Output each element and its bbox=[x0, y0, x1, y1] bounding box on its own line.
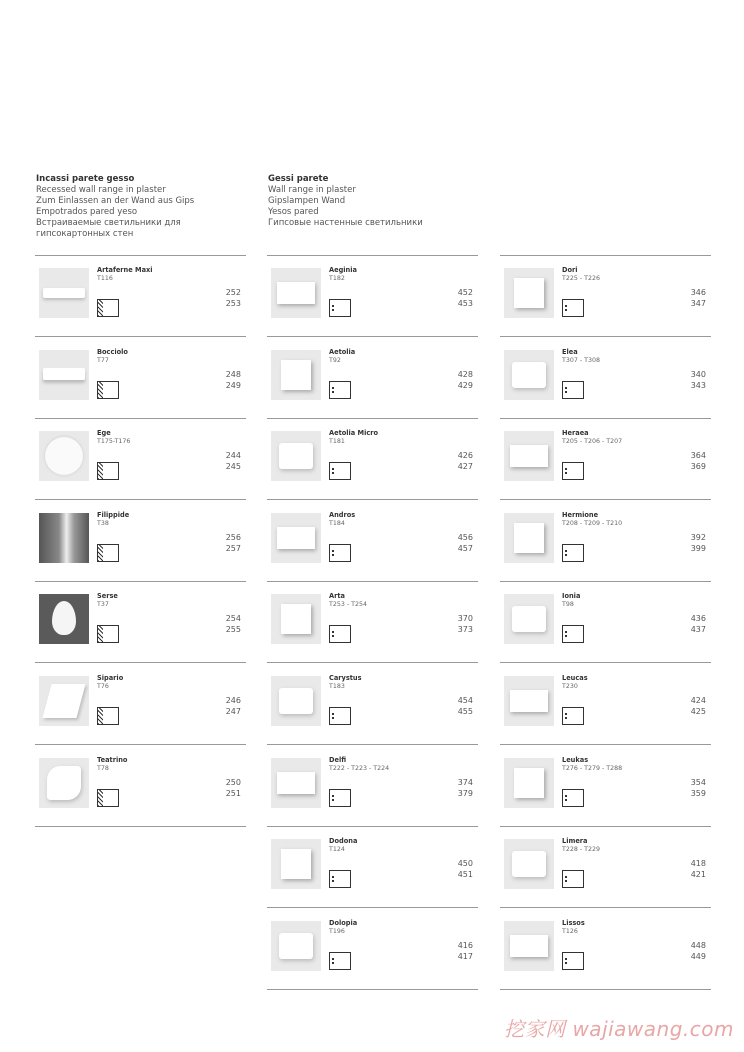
product-item[interactable] bbox=[267, 664, 478, 745]
page-number[interactable]: 373 bbox=[457, 625, 473, 634]
wall-mounted-icon bbox=[562, 381, 584, 399]
product-item[interactable] bbox=[500, 256, 711, 337]
product-code: T182 bbox=[329, 275, 345, 282]
page-number[interactable]: 451 bbox=[457, 870, 473, 879]
row-divider bbox=[267, 662, 478, 663]
product-code: T76 bbox=[97, 683, 109, 690]
page-numbers bbox=[226, 450, 241, 472]
page-numbers bbox=[458, 613, 473, 635]
section-subtitle: Recessed wall range in plaster bbox=[36, 185, 166, 195]
product-item[interactable] bbox=[267, 909, 478, 990]
product-name: Serse bbox=[97, 592, 118, 600]
product-code: T196 bbox=[329, 928, 345, 935]
page-number[interactable]: 354 bbox=[690, 778, 706, 787]
page-number[interactable]: 449 bbox=[690, 952, 706, 961]
product-photo bbox=[39, 758, 89, 808]
section-subtitle: гипсокартонных стен bbox=[36, 229, 134, 239]
product-item[interactable] bbox=[500, 582, 711, 663]
page-numbers bbox=[458, 450, 473, 472]
product-photo bbox=[271, 594, 321, 644]
page-number[interactable]: 437 bbox=[690, 625, 706, 634]
product-photo bbox=[271, 350, 321, 400]
product-code: T37 bbox=[97, 601, 109, 608]
page-numbers bbox=[226, 369, 241, 391]
page-number[interactable]: 426 bbox=[457, 451, 473, 460]
product-name: Aetolia Micro bbox=[329, 429, 379, 437]
product-photo bbox=[504, 676, 554, 726]
page-number[interactable]: 364 bbox=[690, 451, 706, 460]
product-item[interactable] bbox=[267, 419, 478, 500]
page-number[interactable]: 427 bbox=[457, 462, 473, 471]
page-numbers bbox=[458, 532, 473, 554]
product-photo bbox=[39, 431, 89, 481]
page-numbers bbox=[691, 777, 706, 799]
product-code: T126 bbox=[562, 928, 578, 935]
page-number[interactable]: 252 bbox=[225, 288, 241, 297]
row-divider bbox=[267, 744, 478, 745]
wall-recessed-icon bbox=[97, 707, 119, 725]
product-item[interactable] bbox=[35, 582, 246, 663]
wall-mounted-icon bbox=[329, 952, 351, 970]
product-photo bbox=[504, 431, 554, 481]
page-number[interactable]: 251 bbox=[225, 789, 241, 798]
product-code: T208 - T209 - T210 bbox=[562, 520, 623, 527]
product-photo bbox=[271, 268, 321, 318]
row-divider bbox=[35, 826, 246, 827]
product-code: T124 bbox=[329, 846, 345, 853]
product-photo bbox=[271, 431, 321, 481]
row-divider bbox=[35, 744, 246, 745]
page-number[interactable]: 346 bbox=[690, 288, 706, 297]
product-photo bbox=[504, 268, 554, 318]
product-item[interactable] bbox=[35, 746, 246, 827]
product-code: T77 bbox=[97, 357, 109, 364]
page-number[interactable]: 418 bbox=[690, 859, 706, 868]
row-divider bbox=[500, 989, 711, 990]
header-wall bbox=[268, 174, 488, 229]
product-photo bbox=[39, 594, 89, 644]
page-numbers bbox=[458, 369, 473, 391]
header-recessed bbox=[36, 174, 256, 240]
page-numbers bbox=[226, 613, 241, 635]
product-code: T225 - T226 bbox=[562, 275, 601, 282]
wall-mounted-icon bbox=[562, 299, 584, 317]
section-subtitle: Встраиваемые светильники для bbox=[36, 218, 181, 228]
row-divider bbox=[500, 662, 711, 663]
page-number[interactable]: 254 bbox=[225, 614, 241, 623]
section-subtitle: Zum Einlassen an der Wand aus Gips bbox=[36, 196, 195, 206]
page-number[interactable]: 347 bbox=[690, 299, 706, 308]
wall-mounted-icon bbox=[562, 789, 584, 807]
product-item[interactable] bbox=[267, 827, 478, 908]
page-number[interactable]: 417 bbox=[457, 952, 473, 961]
page-number[interactable]: 340 bbox=[690, 370, 706, 379]
page-numbers bbox=[691, 940, 706, 962]
wall-mounted-icon bbox=[329, 870, 351, 888]
section-subtitle: Empotrados pared yeso bbox=[36, 207, 138, 217]
row-divider bbox=[500, 499, 711, 500]
page-number[interactable]: 257 bbox=[225, 544, 241, 553]
page-numbers bbox=[458, 287, 473, 309]
page-number[interactable]: 452 bbox=[457, 288, 473, 297]
page-number[interactable]: 421 bbox=[690, 870, 706, 879]
page-numbers bbox=[691, 287, 706, 309]
product-name: Sipario bbox=[97, 674, 124, 682]
product-name: Delfi bbox=[329, 756, 347, 764]
page-number[interactable]: 246 bbox=[225, 696, 241, 705]
product-code: T228 - T229 bbox=[562, 846, 601, 853]
product-code: T184 bbox=[329, 520, 345, 527]
product-item[interactable] bbox=[500, 338, 711, 419]
page-numbers bbox=[458, 777, 473, 799]
product-photo bbox=[39, 513, 89, 563]
product-code: T38 bbox=[97, 520, 109, 527]
wall-mounted-icon bbox=[562, 544, 584, 562]
product-item[interactable] bbox=[500, 746, 711, 827]
watermark: 挖家网 wajiawang.com bbox=[504, 1017, 734, 1041]
wall-mounted-icon bbox=[329, 789, 351, 807]
product-photo bbox=[39, 676, 89, 726]
product-name: Artaferne Maxi bbox=[97, 266, 153, 274]
page-number[interactable]: 370 bbox=[457, 614, 473, 623]
product-item[interactable] bbox=[35, 419, 246, 500]
wall-recessed-icon bbox=[97, 462, 119, 480]
product-photo bbox=[271, 676, 321, 726]
page-number[interactable]: 392 bbox=[690, 533, 706, 542]
page-number[interactable]: 436 bbox=[690, 614, 706, 623]
product-code: T78 bbox=[97, 765, 109, 772]
page-number[interactable]: 453 bbox=[457, 299, 473, 308]
product-code: T205 - T206 - T207 bbox=[562, 438, 623, 445]
product-item[interactable] bbox=[35, 338, 246, 419]
page-number[interactable]: 253 bbox=[225, 299, 241, 308]
product-photo bbox=[271, 758, 321, 808]
product-name: Limera bbox=[562, 837, 588, 845]
page-number[interactable]: 248 bbox=[225, 370, 241, 379]
product-item[interactable] bbox=[267, 338, 478, 419]
page-number[interactable]: 249 bbox=[225, 381, 241, 390]
product-code: T175-T176 bbox=[97, 438, 131, 445]
page-number[interactable]: 425 bbox=[690, 707, 706, 716]
product-code: T276 - T279 - T288 bbox=[562, 765, 623, 772]
page-number[interactable]: 244 bbox=[225, 451, 241, 460]
page-numbers bbox=[458, 940, 473, 962]
product-item[interactable] bbox=[267, 256, 478, 337]
product-item[interactable] bbox=[500, 664, 711, 745]
page-number[interactable]: 429 bbox=[457, 381, 473, 390]
product-name: Carystus bbox=[329, 674, 362, 682]
wall-recessed-icon bbox=[97, 381, 119, 399]
product-name: Leukas bbox=[562, 756, 589, 764]
row-divider bbox=[35, 336, 246, 337]
page-number[interactable]: 245 bbox=[225, 462, 241, 471]
product-code: T92 bbox=[329, 357, 341, 364]
product-item[interactable] bbox=[35, 664, 246, 745]
product-photo bbox=[504, 513, 554, 563]
product-code: T98 bbox=[562, 601, 574, 608]
product-name: Ege bbox=[97, 429, 111, 437]
page-numbers bbox=[226, 777, 241, 799]
wall-mounted-icon bbox=[329, 381, 351, 399]
product-photo bbox=[39, 268, 89, 318]
product-name: Leucas bbox=[562, 674, 588, 682]
product-name: Elea bbox=[562, 348, 578, 356]
product-photo bbox=[504, 594, 554, 644]
page-number[interactable]: 256 bbox=[225, 533, 241, 542]
wall-mounted-icon bbox=[562, 462, 584, 480]
wall-mounted-icon bbox=[329, 625, 351, 643]
product-code: T183 bbox=[329, 683, 345, 690]
product-photo bbox=[504, 350, 554, 400]
product-code: T230 bbox=[562, 683, 578, 690]
product-item[interactable] bbox=[500, 419, 711, 500]
product-item[interactable] bbox=[267, 582, 478, 663]
product-name: Filippide bbox=[97, 511, 130, 519]
page-number[interactable]: 343 bbox=[690, 381, 706, 390]
wall-mounted-icon bbox=[329, 544, 351, 562]
section-subtitle: Гипсовые настенные светильники bbox=[268, 218, 423, 228]
page-numbers bbox=[226, 287, 241, 309]
row-divider bbox=[267, 499, 478, 500]
page-number[interactable]: 369 bbox=[690, 462, 706, 471]
product-item[interactable] bbox=[35, 256, 246, 337]
row-divider bbox=[500, 336, 711, 337]
product-item[interactable] bbox=[500, 909, 711, 990]
product-name: Dori bbox=[562, 266, 578, 274]
wall-mounted-icon bbox=[562, 952, 584, 970]
product-photo bbox=[271, 921, 321, 971]
page-number[interactable]: 450 bbox=[457, 859, 473, 868]
product-item[interactable] bbox=[267, 501, 478, 582]
product-item[interactable] bbox=[35, 501, 246, 582]
row-divider bbox=[500, 907, 711, 908]
row-divider bbox=[267, 907, 478, 908]
product-name: Ionia bbox=[562, 592, 581, 600]
wall-recessed-icon bbox=[97, 625, 119, 643]
page-numbers bbox=[691, 858, 706, 880]
row-divider bbox=[267, 336, 478, 337]
product-photo bbox=[39, 350, 89, 400]
wall-mounted-icon bbox=[562, 870, 584, 888]
product-code: T116 bbox=[97, 275, 113, 282]
page-number[interactable]: 424 bbox=[690, 696, 706, 705]
product-item[interactable] bbox=[267, 746, 478, 827]
page-numbers bbox=[458, 695, 473, 717]
page-number[interactable]: 455 bbox=[457, 707, 473, 716]
page-number[interactable]: 416 bbox=[457, 941, 473, 950]
product-name: Aetolia bbox=[329, 348, 356, 356]
page-number[interactable]: 428 bbox=[457, 370, 473, 379]
product-name: Dolopia bbox=[329, 919, 358, 927]
product-name: Bocciolo bbox=[97, 348, 128, 356]
wall-mounted-icon bbox=[562, 625, 584, 643]
product-photo bbox=[504, 839, 554, 889]
product-name: Teatrino bbox=[97, 756, 128, 764]
row-divider bbox=[35, 662, 246, 663]
page-numbers bbox=[691, 532, 706, 554]
page-number[interactable]: 454 bbox=[457, 696, 473, 705]
product-name: Arta bbox=[329, 592, 345, 600]
page-number[interactable]: 359 bbox=[690, 789, 706, 798]
page-number[interactable]: 374 bbox=[457, 778, 473, 787]
product-photo bbox=[271, 839, 321, 889]
section-subtitle: Wall range in plaster bbox=[268, 185, 356, 195]
wall-recessed-icon bbox=[97, 789, 119, 807]
wall-recessed-icon bbox=[97, 299, 119, 317]
section-subtitle: Gipslampen Wand bbox=[268, 196, 346, 206]
product-name: Aeginia bbox=[329, 266, 357, 274]
wall-mounted-icon bbox=[329, 462, 351, 480]
page-numbers bbox=[691, 613, 706, 635]
product-name: Heraea bbox=[562, 429, 589, 437]
page-numbers bbox=[691, 450, 706, 472]
product-name: Hermione bbox=[562, 511, 599, 519]
section-title: Gessi parete bbox=[268, 174, 329, 184]
section-subtitle: Yesos pared bbox=[268, 207, 319, 217]
section-title: Incassi parete gesso bbox=[36, 174, 135, 184]
wall-mounted-icon bbox=[562, 707, 584, 725]
row-divider bbox=[35, 499, 246, 500]
wall-mounted-icon bbox=[329, 707, 351, 725]
page-number[interactable]: 457 bbox=[457, 544, 473, 553]
product-code: T253 - T254 bbox=[329, 601, 368, 608]
page-numbers bbox=[691, 695, 706, 717]
wall-recessed-icon bbox=[97, 544, 119, 562]
page-number[interactable]: 247 bbox=[225, 707, 241, 716]
product-name: Lissos bbox=[562, 919, 585, 927]
product-code: T181 bbox=[329, 438, 345, 445]
page-numbers bbox=[226, 532, 241, 554]
wall-mounted-icon bbox=[329, 299, 351, 317]
page-number[interactable]: 399 bbox=[690, 544, 706, 553]
product-code: T222 - T223 - T224 bbox=[329, 765, 390, 772]
page-numbers bbox=[691, 369, 706, 391]
product-photo bbox=[504, 758, 554, 808]
page-number[interactable]: 456 bbox=[457, 533, 473, 542]
product-photo bbox=[504, 921, 554, 971]
page-number[interactable]: 255 bbox=[225, 625, 241, 634]
product-photo bbox=[271, 513, 321, 563]
product-item[interactable] bbox=[500, 501, 711, 582]
page-number[interactable]: 250 bbox=[225, 778, 241, 787]
product-item[interactable] bbox=[500, 827, 711, 908]
product-code: T307 - T308 bbox=[562, 357, 601, 364]
page-number[interactable]: 379 bbox=[457, 789, 473, 798]
row-divider bbox=[500, 744, 711, 745]
row-divider bbox=[267, 989, 478, 990]
product-name: Andros bbox=[329, 511, 356, 519]
product-name: Dodona bbox=[329, 837, 358, 845]
page-numbers bbox=[226, 695, 241, 717]
page-numbers bbox=[458, 858, 473, 880]
page-number[interactable]: 448 bbox=[690, 941, 706, 950]
